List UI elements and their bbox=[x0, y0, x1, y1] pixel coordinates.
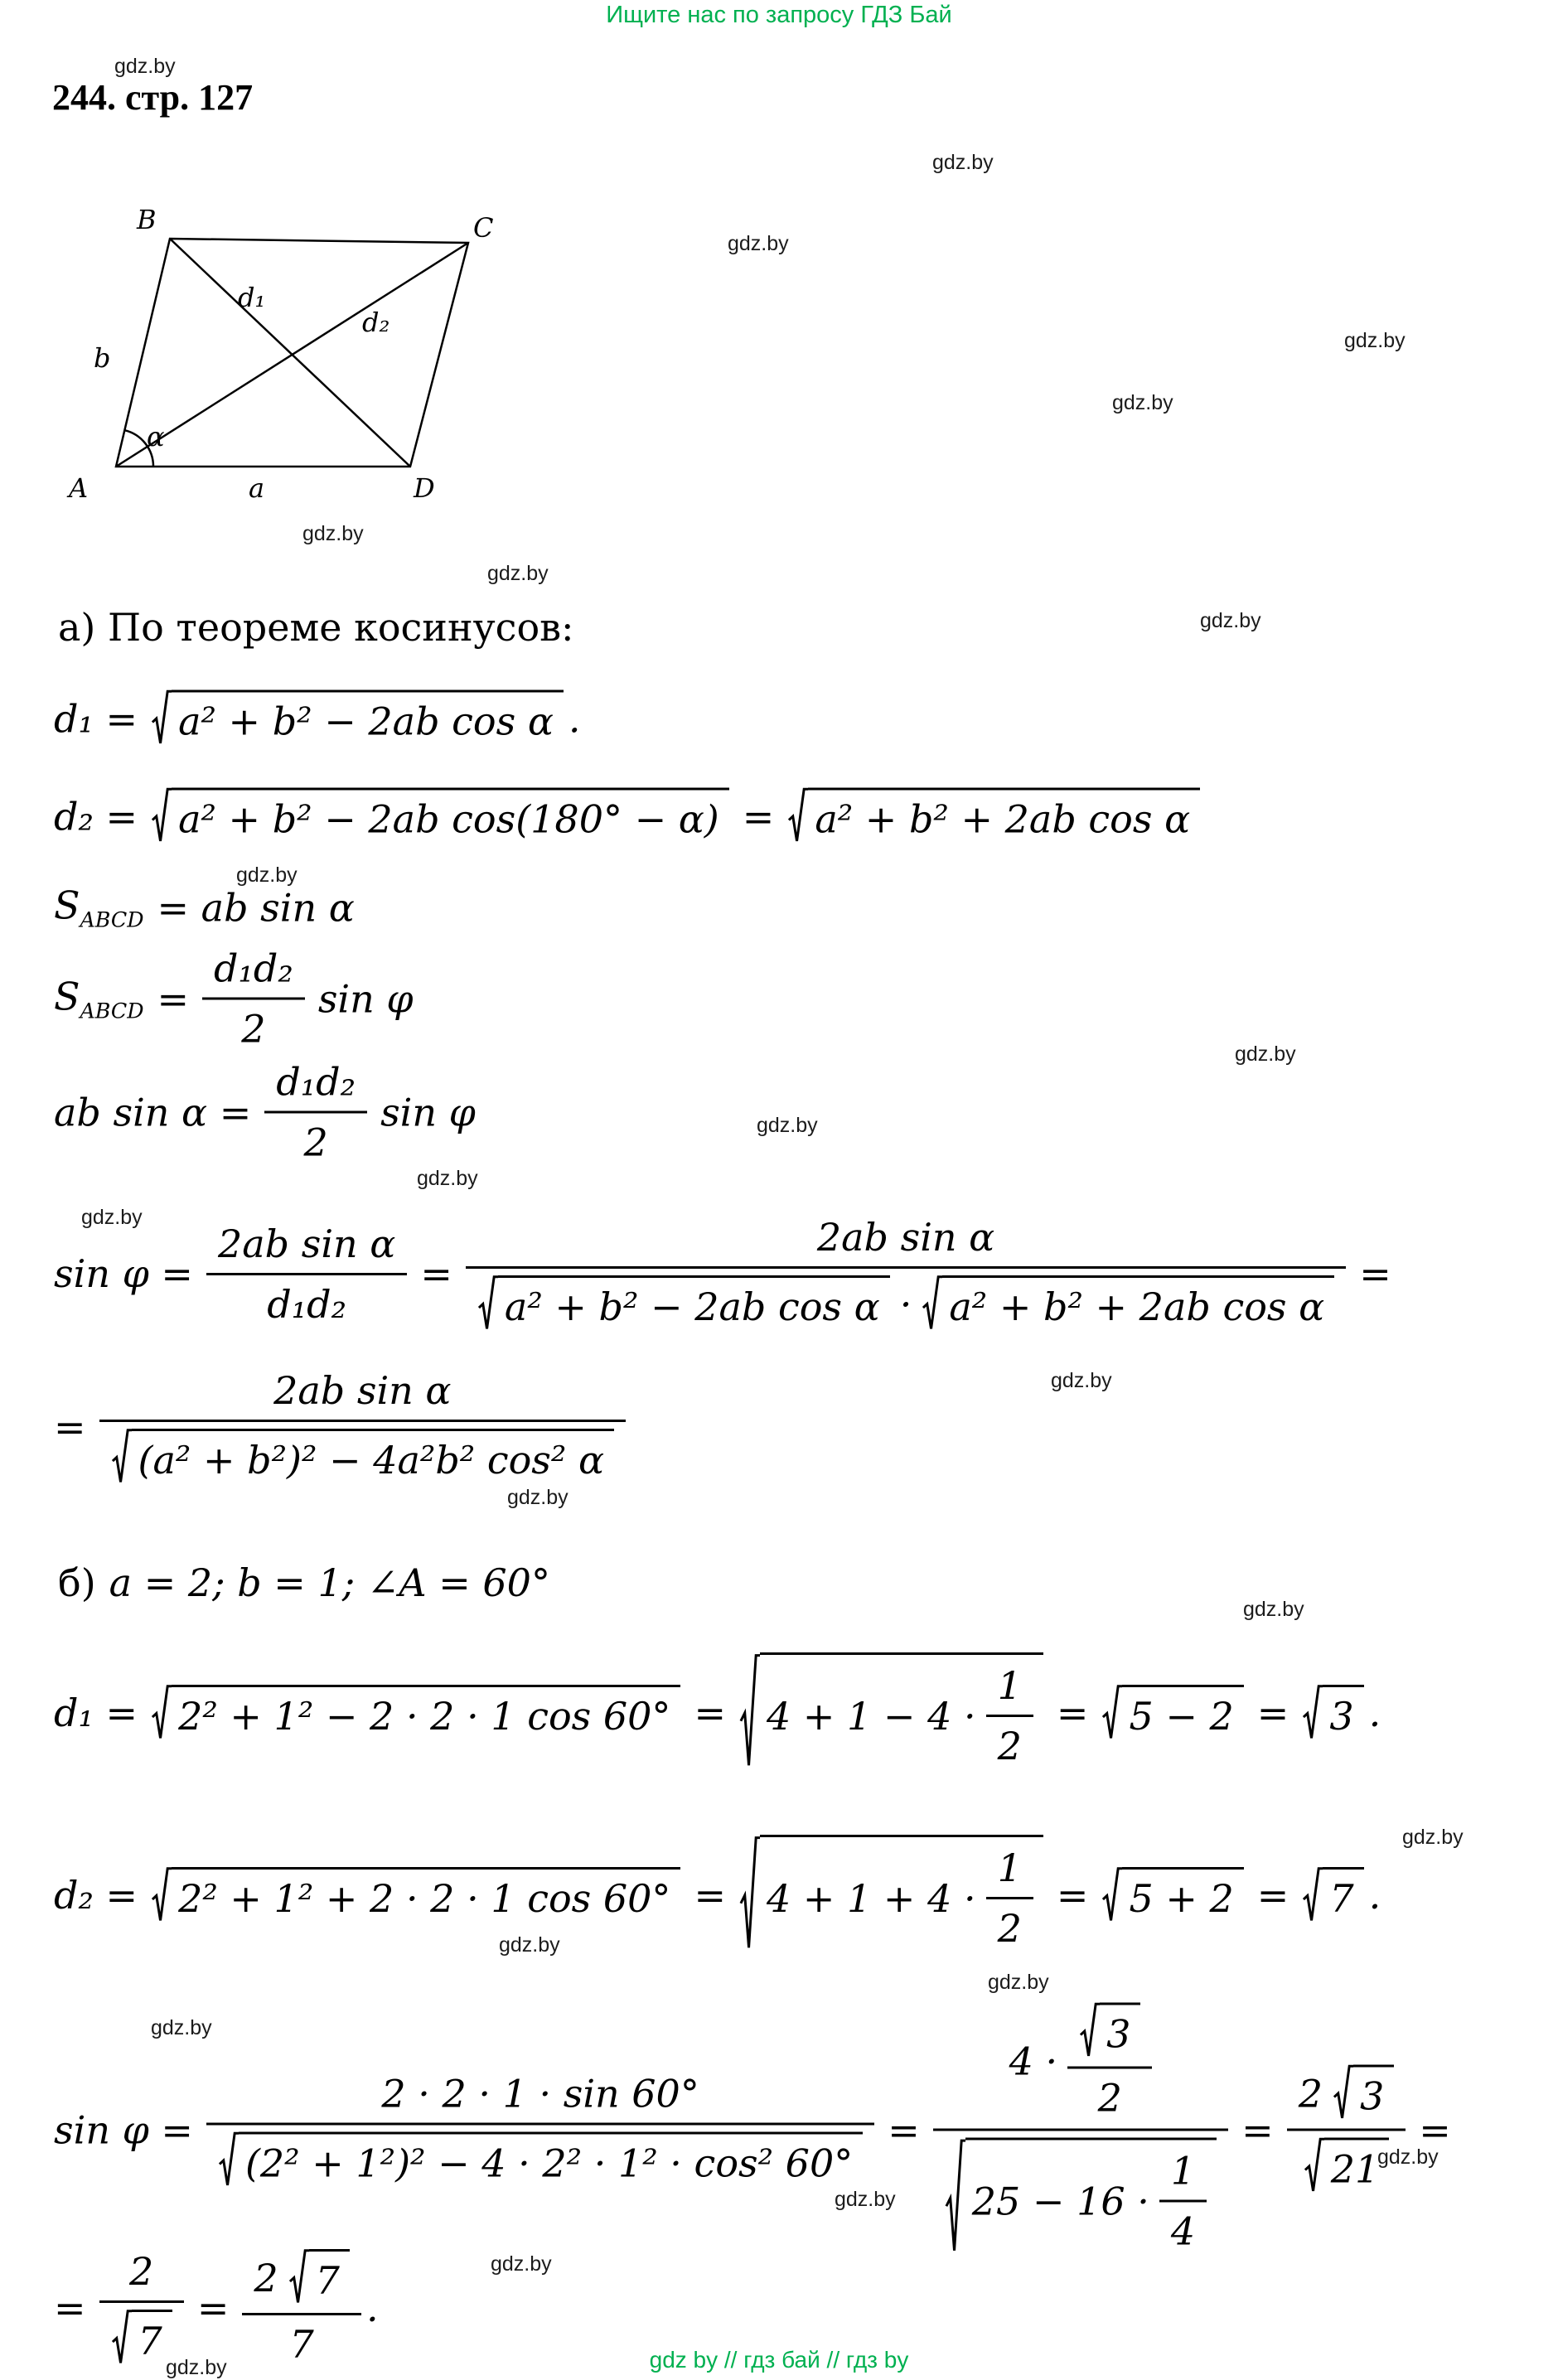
math-text: (2² + 1²)² − 4 · 2² · 1² · cos² 60° bbox=[244, 2141, 854, 2185]
denominator bbox=[986, 1717, 1033, 1770]
math-text: d₁d₂ bbox=[276, 1059, 356, 1105]
radicand bbox=[239, 2131, 863, 2189]
sqrt bbox=[288, 2249, 350, 2306]
equals-sign: = bbox=[1359, 1251, 1391, 1296]
diagonal-label-d1: d₁ bbox=[238, 282, 266, 313]
radical-sign-icon bbox=[288, 2249, 309, 2306]
math-text: = ab sin α bbox=[157, 885, 355, 930]
math-text: 7 bbox=[138, 2319, 162, 2363]
watermark: gdz.by bbox=[166, 2356, 227, 2379]
math-text: 4 + 1 − 4 · bbox=[766, 1693, 976, 1739]
sqrt bbox=[1304, 2138, 1390, 2195]
formula-d2-general bbox=[54, 788, 1200, 845]
radical-sign-icon bbox=[1302, 1867, 1323, 1924]
denominator bbox=[466, 1269, 1346, 1334]
sqrt bbox=[945, 2138, 1217, 2259]
math-text: 3 bbox=[1106, 2011, 1131, 2057]
radical-sign-icon bbox=[151, 690, 172, 747]
math-text: $S_{ABCD}$ bbox=[54, 883, 144, 932]
watermark: gdz.by bbox=[835, 2188, 896, 2211]
sqrt bbox=[787, 788, 1200, 845]
math-text: 2 · 2 · 1 · sin 60° bbox=[381, 2071, 699, 2116]
fraction bbox=[202, 945, 305, 1053]
math-text: 5 + 2 bbox=[1129, 1875, 1234, 1921]
part-a-heading: а) По теореме косинусов: bbox=[58, 605, 574, 650]
watermark: gdz.by bbox=[487, 562, 549, 585]
multiplication-dot: · bbox=[899, 1281, 912, 1327]
watermark: gdz.by bbox=[1200, 609, 1261, 632]
math-text: 4 bbox=[1170, 2208, 1196, 2254]
sqrt bbox=[739, 1652, 1043, 1773]
sqrt bbox=[1101, 1685, 1243, 1742]
math-text: a² + b² + 2ab cos α bbox=[815, 796, 1191, 842]
math-text: 2 bbox=[303, 1120, 328, 1165]
math-text: 2² + 1² + 2 · 2 · 1 cos 60° bbox=[178, 1875, 671, 1921]
math-text: ab sin α = bbox=[54, 1090, 252, 1134]
radical-sign-icon bbox=[151, 1867, 172, 1924]
math-text: 3 bbox=[1359, 2073, 1385, 2119]
fraction bbox=[986, 1844, 1033, 1952]
sqrt bbox=[151, 690, 564, 747]
vertex-label-b: B bbox=[137, 204, 157, 235]
radicand bbox=[1323, 1867, 1363, 1924]
numerator bbox=[986, 1844, 1033, 1899]
denominator bbox=[202, 1000, 305, 1053]
equals-sign: = bbox=[1241, 2107, 1274, 2152]
fraction bbox=[466, 1213, 1346, 1334]
math-text: 1 bbox=[1170, 2148, 1196, 2194]
sqrt bbox=[151, 1685, 680, 1742]
angle-label-alpha: α bbox=[147, 421, 165, 452]
watermark: gdz.by bbox=[1402, 1826, 1464, 1849]
equals-sign: = bbox=[1256, 1873, 1289, 1918]
math-text: 2² + 1² − 2 · 2 · 1 cos 60° bbox=[178, 1693, 671, 1739]
formula-sin-phi-simplified bbox=[54, 1367, 626, 1488]
sqrt bbox=[477, 1275, 890, 1333]
radical-sign-icon bbox=[739, 1835, 760, 1956]
equals-sign: = bbox=[888, 2107, 920, 2152]
equals-sign: = bbox=[1056, 1873, 1089, 1918]
equals-sign: = bbox=[196, 2286, 230, 2330]
math-text: . bbox=[365, 2286, 379, 2330]
footer-links: gdz by // гдз бай // гдз by bbox=[649, 2347, 909, 2373]
math-text: 2 bbox=[997, 1724, 1022, 1768]
math-text: 2ab sin α bbox=[217, 1221, 396, 1266]
math-text: a² + b² + 2ab cos α bbox=[949, 1284, 1325, 1329]
math-text: 2 bbox=[1298, 2071, 1323, 2116]
problem-title: 244. стр. 127 bbox=[52, 77, 254, 118]
math-text: 7 bbox=[1329, 1875, 1354, 1921]
radical-sign-icon bbox=[1333, 2065, 1353, 2122]
math-text: 4 + 1 + 4 · bbox=[766, 1875, 976, 1921]
equals-sign: = bbox=[742, 794, 775, 839]
numerator bbox=[206, 2069, 874, 2125]
math-text: 3 bbox=[1329, 1693, 1354, 1739]
math-text: 2ab sin α bbox=[273, 1368, 452, 1413]
watermark: gdz.by bbox=[507, 1486, 569, 1509]
numerator bbox=[242, 2247, 361, 2315]
math-text: d₁ = bbox=[54, 1691, 138, 1735]
fraction bbox=[206, 2069, 874, 2190]
fraction bbox=[1159, 2147, 1207, 2256]
radicand bbox=[1353, 2065, 1394, 2122]
math-text: 25 − 16 · bbox=[971, 2179, 1149, 2223]
denominator bbox=[99, 1422, 627, 1488]
radical-sign-icon bbox=[739, 1652, 760, 1773]
math-text: . bbox=[1368, 1691, 1381, 1735]
math-text: 1 bbox=[997, 1663, 1022, 1708]
watermark: gdz.by bbox=[932, 151, 994, 174]
watermark: gdz.by bbox=[1051, 1369, 1112, 1392]
sqrt bbox=[739, 1835, 1043, 1956]
watermark: gdz.by bbox=[728, 232, 789, 255]
math-text: d₁d₂ bbox=[267, 1281, 347, 1327]
fraction bbox=[264, 1058, 367, 1167]
math-text: 7 bbox=[289, 2322, 314, 2367]
equals-sign: = bbox=[1419, 2107, 1451, 2152]
sqrt bbox=[151, 1867, 680, 1924]
formula-area-sides bbox=[54, 883, 355, 931]
formula-equate-areas bbox=[54, 1058, 476, 1167]
radical-sign-icon bbox=[945, 2138, 965, 2259]
numerator bbox=[1159, 2147, 1207, 2203]
sqrt bbox=[151, 788, 729, 845]
formula-d2-numeric bbox=[54, 1835, 1381, 1956]
numerator bbox=[1287, 2063, 1406, 2131]
radicand bbox=[309, 2249, 350, 2306]
equals-sign: = bbox=[54, 1405, 86, 1449]
radicand bbox=[965, 2138, 1217, 2259]
fraction bbox=[206, 1220, 407, 1328]
radical-sign-icon bbox=[477, 1275, 498, 1333]
math-text: 2 bbox=[241, 1006, 266, 1052]
radicand bbox=[498, 1275, 890, 1333]
fraction bbox=[1067, 2001, 1152, 2122]
watermark: gdz.by bbox=[81, 1206, 143, 1229]
math-text: a² + b² − 2ab cos α bbox=[178, 699, 554, 744]
radical-sign-icon bbox=[218, 2131, 239, 2189]
math-text: a² + b² − 2ab cos(180° − α) bbox=[178, 796, 719, 842]
sqrt bbox=[922, 1275, 1334, 1333]
math-text: 2 bbox=[997, 1906, 1022, 1951]
numerator bbox=[466, 1213, 1346, 1269]
watermark: gdz.by bbox=[114, 55, 176, 78]
radicand bbox=[1324, 2138, 1390, 2195]
math-text: 2 bbox=[1097, 2075, 1122, 2121]
vertex-label-d: D bbox=[414, 472, 435, 504]
math-text: d₂ = bbox=[54, 1873, 138, 1918]
top-banner: Ищите нас по запросу ГДЗ Бай bbox=[606, 2, 952, 28]
sqrt bbox=[111, 1429, 615, 1486]
math-text: sin φ bbox=[380, 1090, 476, 1134]
radicand bbox=[760, 1835, 1043, 1956]
part-b-heading bbox=[58, 1560, 550, 1605]
math-text: $S_{ABCD}$ bbox=[54, 974, 144, 1023]
math-text: sin φ = bbox=[54, 1251, 193, 1296]
sqrt bbox=[1079, 2003, 1140, 2060]
watermark: gdz.by bbox=[499, 1933, 560, 1957]
denominator bbox=[206, 1275, 407, 1328]
equals-sign: = bbox=[157, 976, 190, 1021]
math-text: 2 bbox=[129, 2249, 154, 2294]
equals-sign: = bbox=[694, 1873, 726, 1918]
radicand bbox=[172, 1685, 680, 1742]
watermark: gdz.by bbox=[1235, 1042, 1296, 1066]
fraction bbox=[986, 1662, 1033, 1770]
watermark: gdz.by bbox=[757, 1114, 818, 1137]
radicand bbox=[1323, 1685, 1363, 1742]
formula-sin-phi-general bbox=[54, 1213, 1391, 1334]
sqrt bbox=[218, 2131, 863, 2189]
diagonal-bd bbox=[170, 239, 410, 467]
watermark: gdz.by bbox=[988, 1971, 1049, 1994]
watermark: gdz.by bbox=[302, 522, 364, 545]
radicand bbox=[132, 1429, 615, 1486]
radical-sign-icon bbox=[151, 1685, 172, 1742]
formula-sin-phi-numeric bbox=[54, 2000, 1451, 2261]
side-label-a: a bbox=[249, 472, 265, 504]
parallelogram-figure bbox=[46, 197, 497, 512]
numerator bbox=[1067, 2001, 1152, 2069]
radical-sign-icon bbox=[1101, 1867, 1122, 1924]
radicand bbox=[1122, 1685, 1243, 1742]
math-text: (a² + b²)² − 4a²b² cos² α bbox=[138, 1438, 605, 1483]
denominator bbox=[1287, 2131, 1406, 2197]
watermark: gdz.by bbox=[1112, 391, 1173, 414]
radicand bbox=[172, 1867, 680, 1924]
sqrt bbox=[1101, 1867, 1243, 1924]
sqrt bbox=[1302, 1867, 1363, 1924]
subscript: ABCD bbox=[80, 907, 144, 932]
vertex-label-a: A bbox=[69, 472, 89, 504]
radicand bbox=[172, 788, 729, 845]
math-text: d₂ = bbox=[54, 794, 138, 839]
radical-sign-icon bbox=[1101, 1685, 1122, 1742]
math-text: 2 bbox=[254, 2255, 278, 2300]
math-text: 2ab sin α bbox=[816, 1215, 995, 1260]
denominator bbox=[1159, 2203, 1207, 2256]
math-text: 7 bbox=[315, 2258, 340, 2303]
equals-sign: = bbox=[1256, 1691, 1289, 1735]
math-text: sin φ = bbox=[54, 2107, 193, 2152]
math-text: sin φ bbox=[317, 976, 414, 1021]
denominator bbox=[933, 2131, 1228, 2261]
numerator bbox=[264, 1058, 367, 1114]
math-text: 5 − 2 bbox=[1129, 1693, 1234, 1739]
equals-sign: = bbox=[420, 1251, 452, 1296]
radicand bbox=[172, 690, 564, 747]
radical-sign-icon bbox=[1304, 2138, 1324, 2195]
watermark: gdz.by bbox=[236, 863, 298, 887]
side-label-b: b bbox=[94, 342, 111, 374]
numerator bbox=[986, 1662, 1033, 1717]
sqrt bbox=[1302, 1685, 1363, 1742]
fraction bbox=[1287, 2063, 1406, 2197]
formula-area-diagonals bbox=[54, 945, 414, 1053]
math-text: a² + b² − 2ab cos α bbox=[504, 1284, 880, 1329]
equals-sign: = bbox=[54, 2286, 86, 2330]
radicand bbox=[1122, 1867, 1243, 1924]
vertex-label-c: C bbox=[473, 212, 494, 244]
equals-sign: = bbox=[1056, 1691, 1089, 1735]
math-text: a = 2; b = 1; ∠A = 60° bbox=[109, 1560, 550, 1605]
numerator bbox=[206, 1220, 407, 1275]
math-text: . bbox=[1368, 1873, 1381, 1918]
subscript: ABCD bbox=[80, 999, 144, 1023]
denominator bbox=[206, 2125, 874, 2190]
radical-sign-icon bbox=[111, 1429, 132, 1486]
math-text: 21 bbox=[1330, 2146, 1380, 2192]
equals-sign: = bbox=[694, 1691, 726, 1735]
math-text: 4 · bbox=[1009, 2039, 1058, 2084]
radical-sign-icon bbox=[151, 788, 172, 845]
denominator bbox=[986, 1899, 1033, 1952]
math-text: . bbox=[568, 696, 581, 741]
watermark: gdz.by bbox=[1344, 329, 1406, 352]
sqrt bbox=[1333, 2065, 1394, 2122]
math-text: 1 bbox=[997, 1845, 1022, 1890]
radical-sign-icon bbox=[787, 788, 808, 845]
denominator bbox=[264, 1114, 367, 1167]
watermark: gdz.by bbox=[1377, 2145, 1439, 2169]
fraction bbox=[99, 1367, 627, 1488]
radical-sign-icon bbox=[1079, 2003, 1100, 2060]
part-b-prefix: б) bbox=[58, 1560, 96, 1605]
radicand bbox=[760, 1652, 1043, 1773]
radicand bbox=[808, 788, 1200, 845]
numerator bbox=[202, 945, 305, 1000]
formula-d1-general bbox=[54, 690, 581, 747]
math-text: d₁ = bbox=[54, 696, 138, 741]
watermark: gdz.by bbox=[417, 1167, 478, 1190]
watermark: gdz.by bbox=[491, 2252, 552, 2276]
math-text: d₁d₂ bbox=[214, 946, 293, 991]
formula-d1-numeric bbox=[54, 1652, 1381, 1773]
radicand bbox=[942, 1275, 1334, 1333]
diagonal-label-d2: d₂ bbox=[362, 307, 390, 338]
numerator bbox=[99, 1367, 627, 1422]
radical-sign-icon bbox=[1302, 1685, 1323, 1742]
fraction bbox=[933, 2000, 1228, 2261]
denominator bbox=[1067, 2069, 1152, 2122]
watermark: gdz.by bbox=[151, 2016, 212, 2039]
numerator bbox=[99, 2247, 184, 2303]
radical-sign-icon bbox=[922, 1275, 942, 1333]
watermark: gdz.by bbox=[1243, 1598, 1304, 1621]
numerator bbox=[933, 2000, 1228, 2131]
radicand bbox=[1100, 2003, 1140, 2060]
